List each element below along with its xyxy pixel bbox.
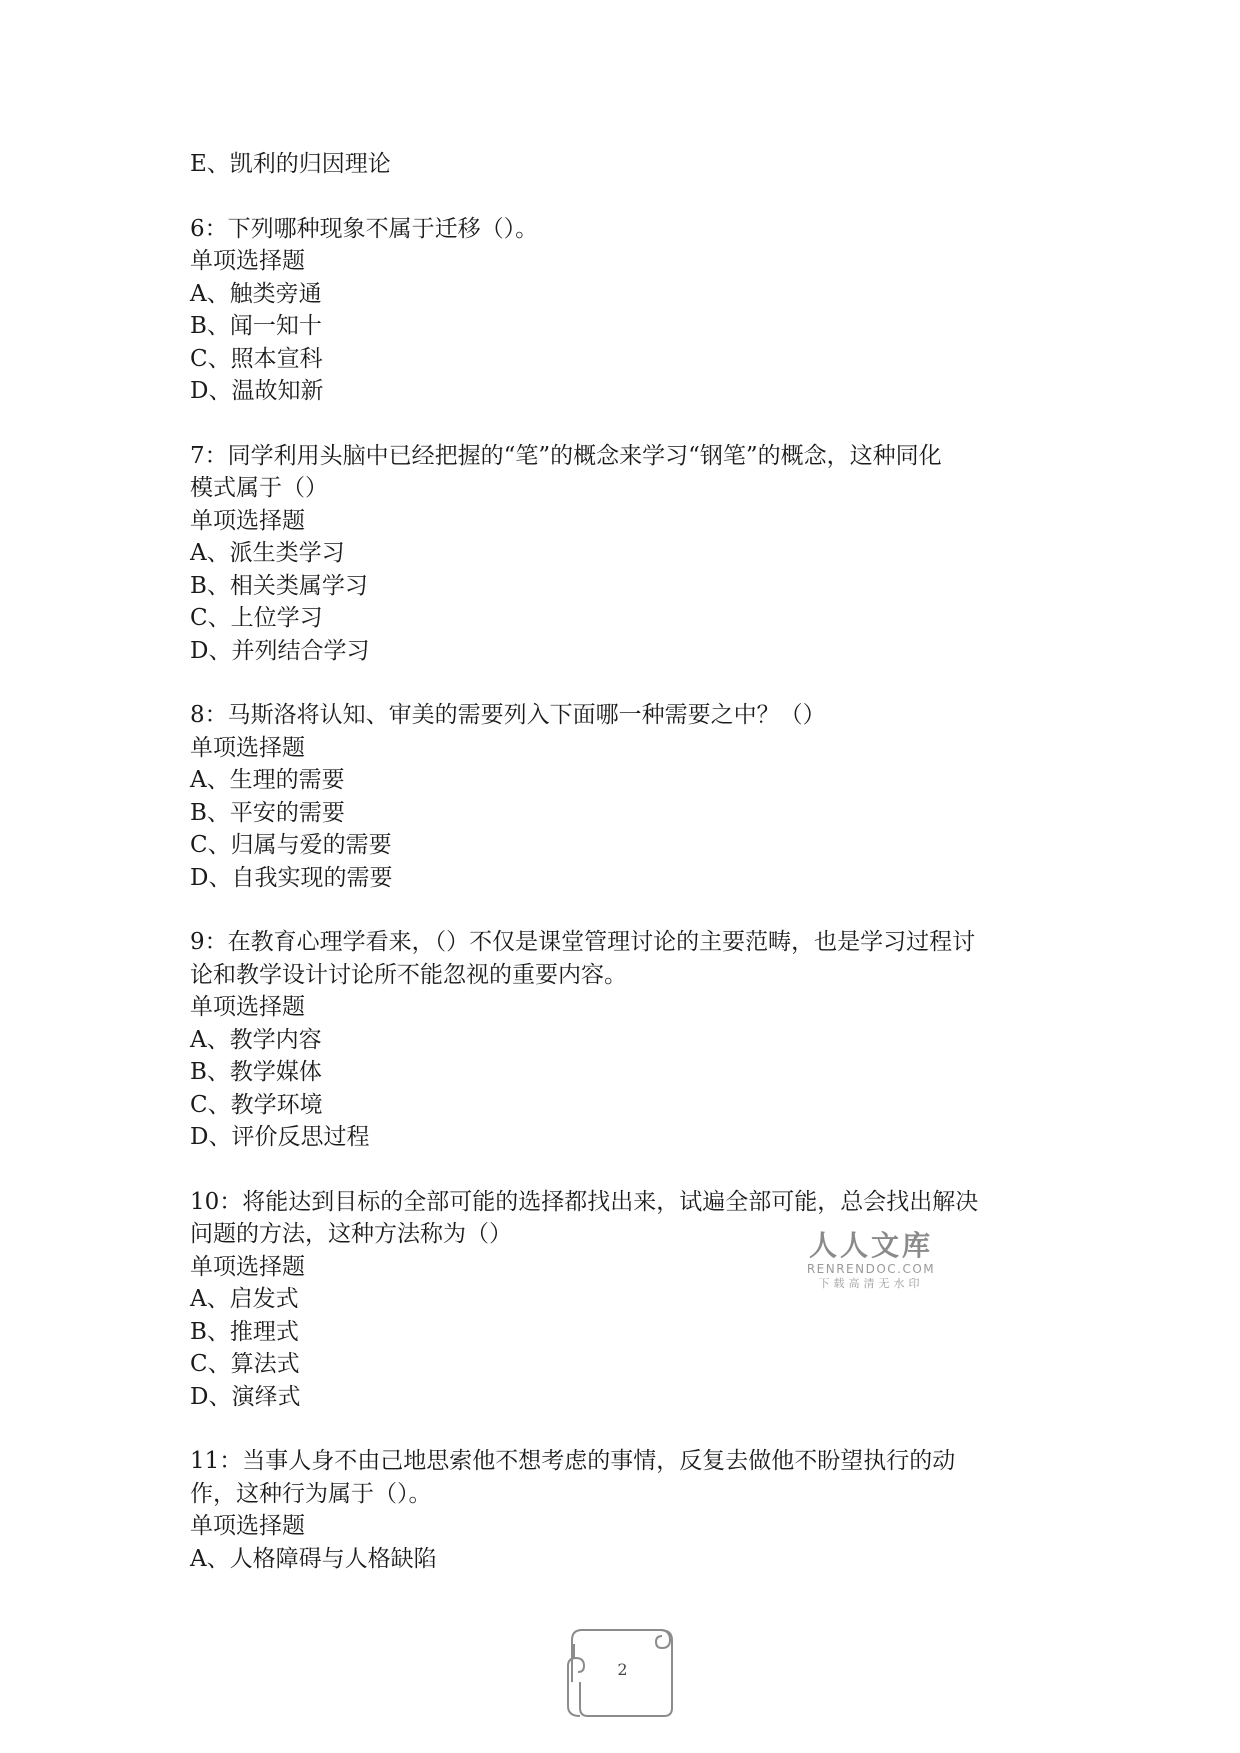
watermark-subtitle: 下载高清无水印 [818, 1277, 924, 1290]
answer-option: D、评价反思过程 [190, 1124, 370, 1150]
question-list [190, 148, 1060, 1575]
question-stem-line: 10：将能达到目标的全部可能的选择都找出来，试遍全部可能，总会找出解决 [190, 1188, 979, 1215]
question-type-label: 单项选择题 [190, 1253, 305, 1280]
answer-option: C、归属与爱的需要 [190, 832, 392, 858]
question-block [190, 926, 1060, 1154]
question-type-label: 单项选择题 [190, 994, 305, 1020]
question-block [190, 148, 1060, 181]
answer-option: B、推理式 [190, 1318, 299, 1345]
answer-option: C、上位学习 [190, 605, 323, 631]
question-block [190, 1186, 1060, 1414]
page-number-badge [560, 1622, 685, 1722]
question-type-label: 单项选择题 [190, 734, 305, 761]
answer-option: A、派生类学习 [190, 540, 345, 566]
question-type-label: 单项选择题 [190, 507, 305, 534]
answer-option: B、闻一知十 [190, 313, 322, 339]
answer-option: A、启发式 [190, 1286, 299, 1312]
answer-option: C、教学环境 [190, 1091, 323, 1118]
question-block [190, 213, 1060, 408]
answer-option: C、照本宣科 [190, 345, 323, 372]
watermark-title: 人人文库 [808, 1229, 933, 1262]
answer-option: B、教学媒体 [190, 1059, 322, 1085]
answer-option: A、触类旁通 [190, 280, 322, 307]
watermark-logo [806, 1230, 936, 1291]
answer-option: B、相关类属学习 [190, 572, 368, 599]
question-block [190, 440, 1060, 668]
question-stem-line: 9：在教育心理学看来，（）不仅是课堂管理讨论的主要范畴，也是学习过程讨 [190, 929, 976, 955]
question-stem-line: 7：同学利用头脑中已经把握的“笔”的概念来学习“钢笔”的概念，这种同化 [190, 442, 942, 469]
answer-option: A、教学内容 [190, 1026, 322, 1053]
watermark-domain: RENRENDOC.COM [806, 1262, 936, 1276]
question-stem-line: 11：当事人身不由己地思索他不想考虑的事情，反复去做他不盼望执行的动 [190, 1448, 956, 1474]
question-stem-line: 论和教学设计讨论所不能忽视的重要内容。 [190, 961, 627, 988]
question-block [190, 1445, 1060, 1575]
page-number: 2 [617, 1660, 628, 1679]
answer-option: D、自我实现的需要 [190, 864, 393, 891]
question-stem-line: 模式属于（） [190, 475, 328, 501]
answer-option: D、演绎式 [190, 1383, 301, 1410]
answer-option: D、并列结合学习 [190, 637, 370, 664]
answer-option: D、温故知新 [190, 378, 324, 404]
answer-option: A、生理的需要 [190, 767, 345, 793]
question-stem-line: 8：马斯洛将认知、审美的需要列入下面哪一种需要之中？（） [190, 702, 826, 728]
question-stem-line: 6：下列哪种现象不属于迁移（）。 [190, 215, 539, 242]
question-block [190, 699, 1060, 894]
answer-option: C、算法式 [190, 1351, 300, 1377]
answer-option: E、凯利的归因理论 [190, 151, 391, 177]
answer-option: A、人格障碍与人格缺陷 [190, 1545, 437, 1572]
question-stem-line: 作，这种行为属于（）。 [190, 1480, 432, 1507]
question-type-label: 单项选择题 [190, 1513, 305, 1539]
answer-option: B、平安的需要 [190, 799, 345, 826]
question-stem-line: 问题的方法，这种方法称为（） [190, 1221, 512, 1247]
question-type-label: 单项选择题 [190, 248, 305, 274]
